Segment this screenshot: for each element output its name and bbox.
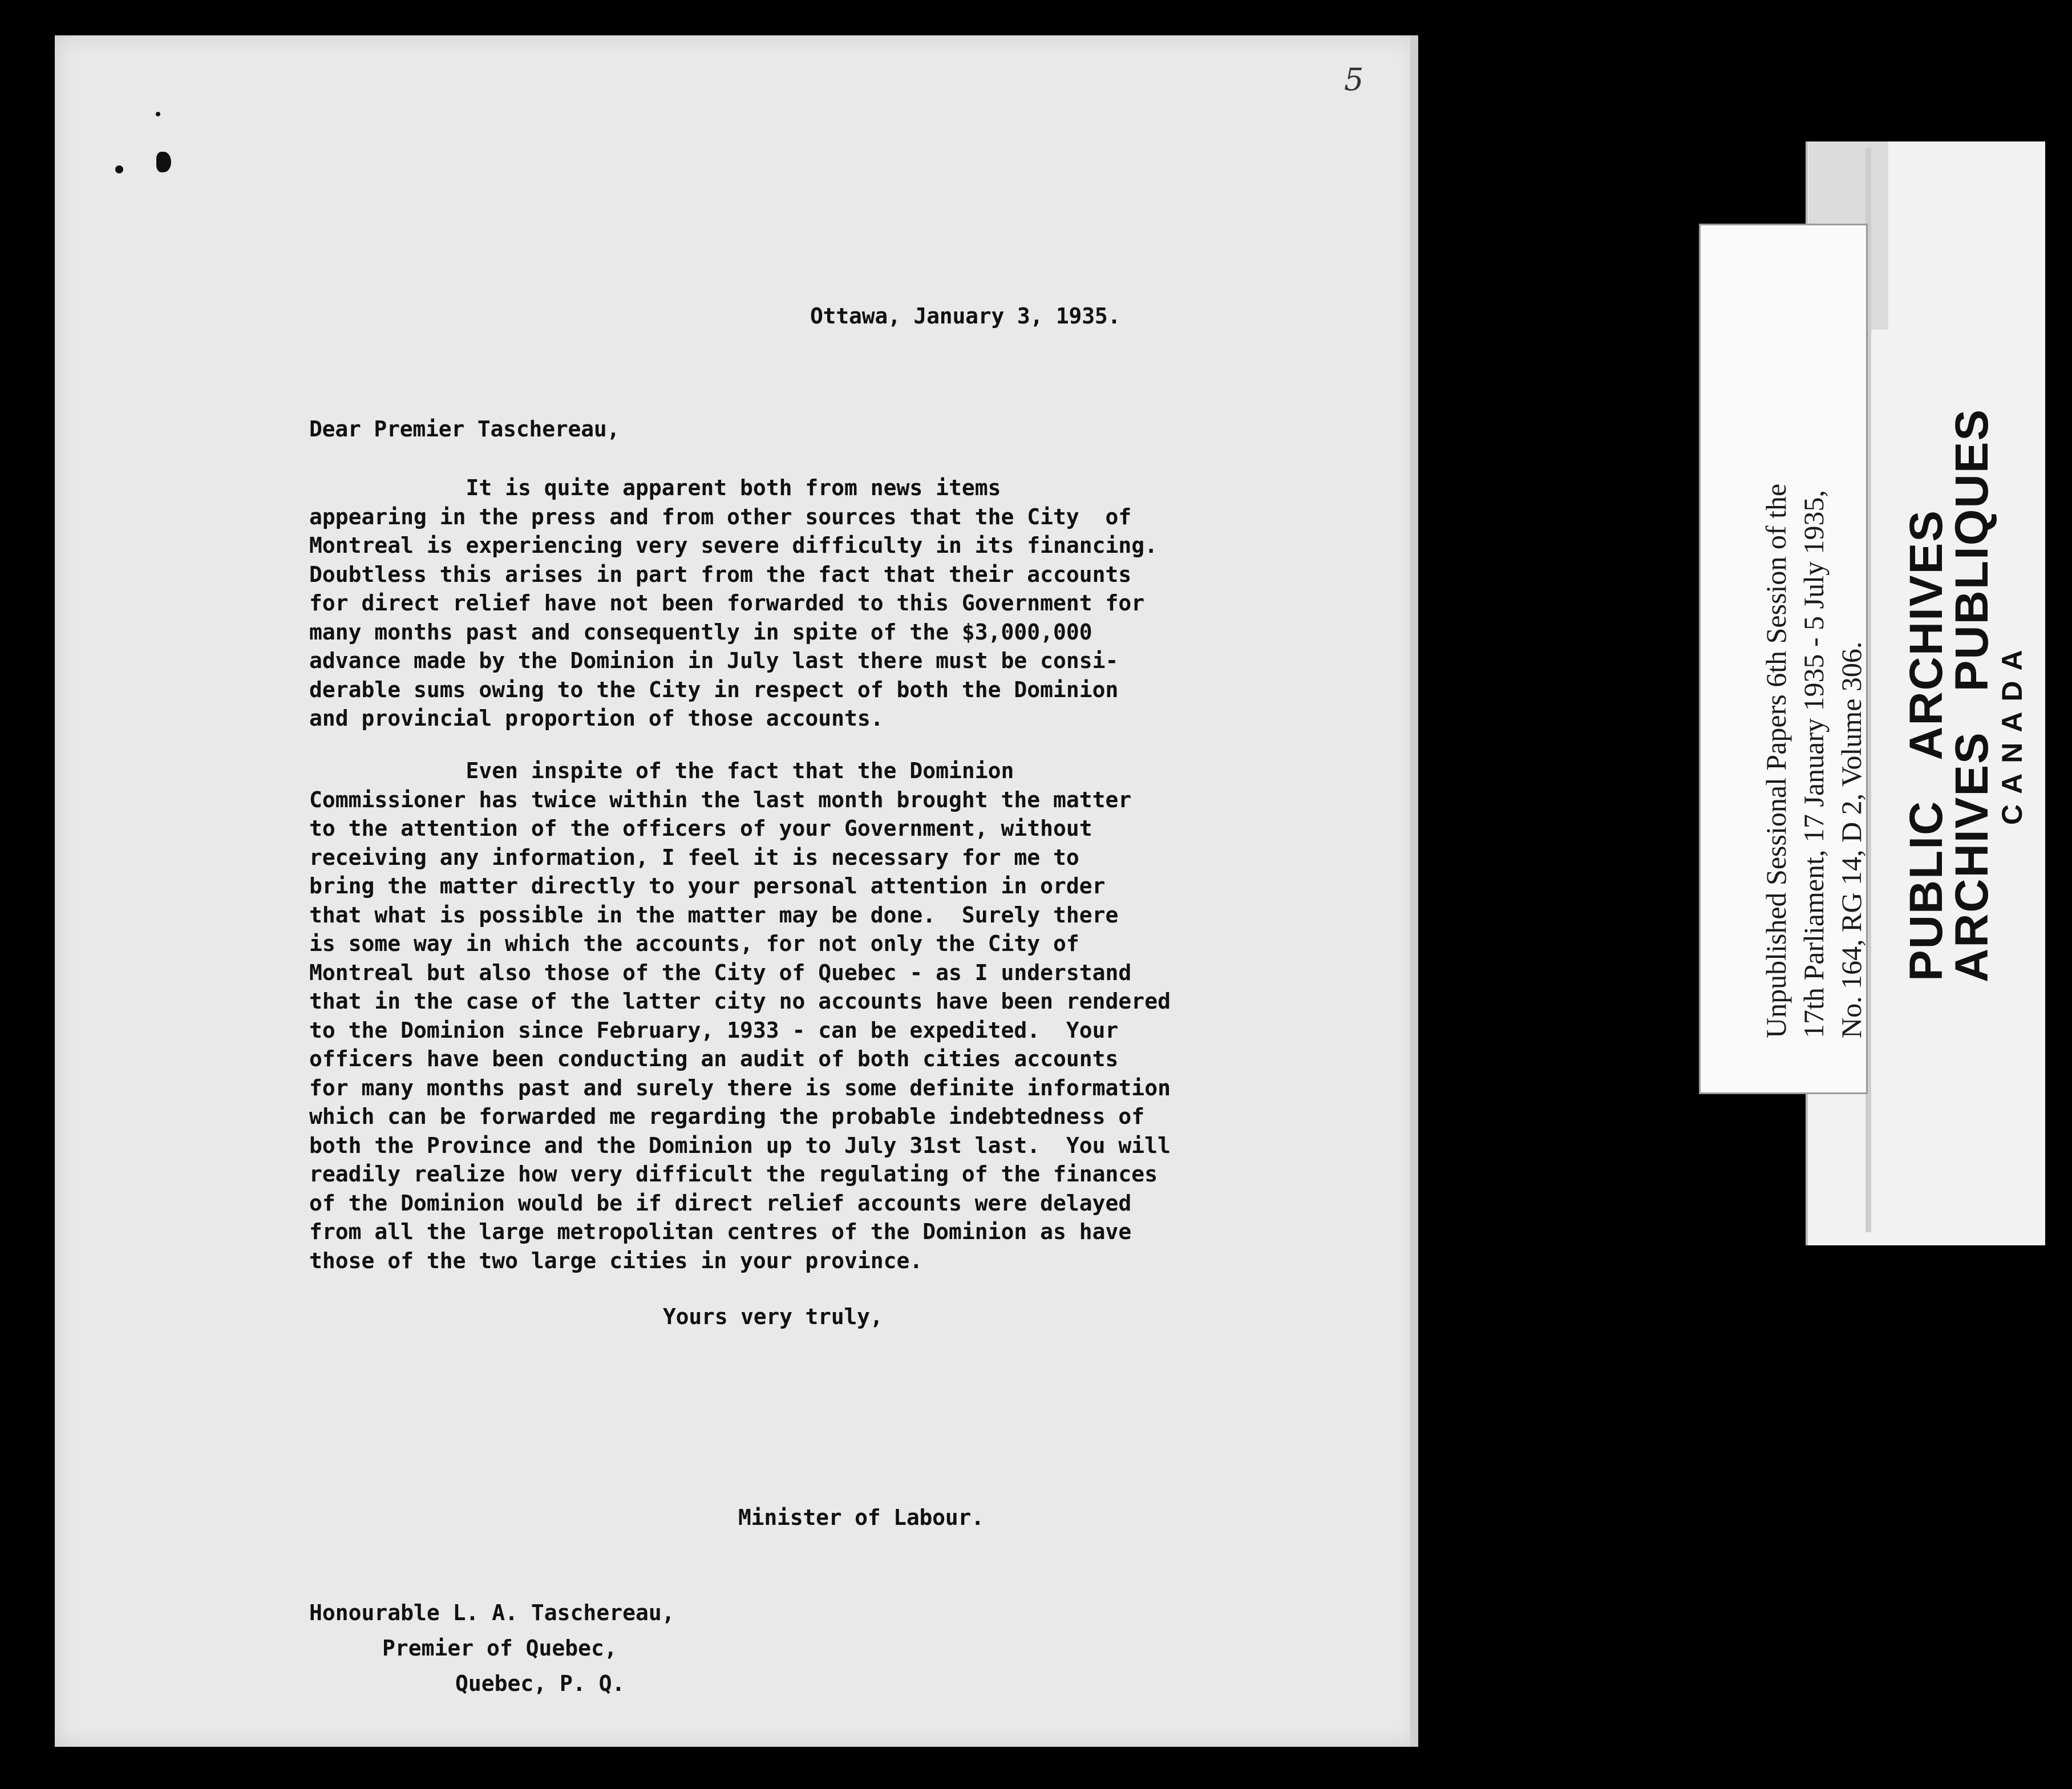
punch-hole-mark: [156, 152, 171, 172]
paragraph-line: which can be forwarded me regarding the probable indebtedness of: [309, 1104, 1145, 1129]
paragraph-line: officers have been conducting an audit of both cities accounts: [309, 1046, 1119, 1071]
paragraph-line: bring the matter directly to your personal attention in order: [309, 873, 1106, 898]
letter-date: Ottawa, January 3, 1935.: [810, 303, 1121, 329]
archive-word-archives: ARCHIVES: [1900, 509, 1952, 760]
reference-line: 17th Parliament, 17 January 1935 - 5 July 1935,: [1798, 490, 1830, 1038]
paragraph-line: both the Province and the Dominion up to July 31st last. You will: [309, 1132, 1171, 1158]
reference-text: [1757, 484, 1870, 1038]
archive-country: CANADA: [1996, 639, 2028, 825]
paragraph-line: advance made by the Dominion in July last there must be consi-: [309, 648, 1119, 673]
archive-word-archives-fr: ARCHIVES: [1946, 731, 1998, 982]
punch-hole-mark: [156, 112, 160, 116]
paragraph-line: to the Dominion since February, 1933 - can be expedited. Your: [309, 1017, 1119, 1043]
paragraph-line: Montreal but also those of the City of Quebec - as I understand: [309, 960, 1132, 985]
paragraph-line: for direct relief have not been forwarded to this Government for: [309, 590, 1145, 616]
archive-title-french: [1945, 408, 1999, 982]
paragraph-line: from all the large metropolitan centres of the Dominion as have: [309, 1219, 1132, 1244]
reference-line: Unpublished Sessional Papers 6th Session of the: [1760, 483, 1792, 1038]
archive-word-public: PUBLIC: [1900, 800, 1952, 981]
addressee-location: Quebec, P. Q.: [455, 1671, 625, 1696]
paragraph-line: to the attention of the officers of your Government, without: [309, 816, 1092, 841]
paragraph-line: Montreal is experiencing very severe difficulty in its financing.: [309, 533, 1158, 558]
paragraph-line: Even inspite of the fact that the Dominion: [309, 758, 1014, 783]
body-paragraph-2: [309, 756, 1171, 1275]
paragraph-line: readily realize how very difficult the regulating of the finances: [309, 1161, 1158, 1187]
paragraph-line: is some way in which the accounts, for not only the City of: [309, 931, 1079, 956]
reference-line: No. 164, RG 14, D 2, Volume 306.: [1835, 641, 1867, 1038]
paragraph-line: It is quite apparent both from news items: [309, 475, 1001, 500]
paragraph-line: that in the case of the latter city no accounts have been rendered: [309, 989, 1171, 1014]
addressee-name: Honourable L. A. Taschereau,: [309, 1600, 675, 1625]
salutation: Dear Premier Taschereau,: [309, 416, 620, 442]
paragraph-line: receiving any information, I feel it is necessary for me to: [309, 844, 1079, 870]
complimentary-close: Yours very truly,: [663, 1304, 883, 1329]
paragraph-line: that what is possible in the matter may be done. Surely there: [309, 902, 1119, 928]
archive-word-publiques: PUBLIQUES: [1946, 408, 1998, 692]
paragraph-line: Commissioner has twice within the last month brought the matter: [309, 787, 1132, 812]
paragraph-line: appearing in the press and from other sources that the City of: [309, 504, 1132, 529]
paragraph-line: Doubtless this arises in part from the fact that their accounts: [309, 561, 1132, 587]
page-edge: [1410, 35, 1418, 1747]
paragraph-line: of the Dominion would be if direct relief accounts were delayed: [309, 1190, 1132, 1216]
addressee-title: Premier of Quebec,: [382, 1636, 617, 1661]
paragraph-line: many months past and consequently in spite of the $3,000,000: [309, 619, 1092, 645]
paragraph-line: for many months past and surely there is some definite information: [309, 1075, 1171, 1100]
punch-hole-mark: [115, 165, 123, 173]
signature-title: Minister of Labour.: [738, 1505, 984, 1530]
addressee-block: [309, 1595, 675, 1701]
paragraph-line: those of the two large cities in your province.: [309, 1248, 923, 1273]
body-paragraph-1: [309, 473, 1158, 733]
paragraph-line: derable sums owing to the City in respect of both the Dominion: [309, 677, 1119, 702]
page-number: 5: [1344, 62, 1364, 98]
paragraph-line: and provincial proportion of those accounts.: [309, 706, 884, 731]
